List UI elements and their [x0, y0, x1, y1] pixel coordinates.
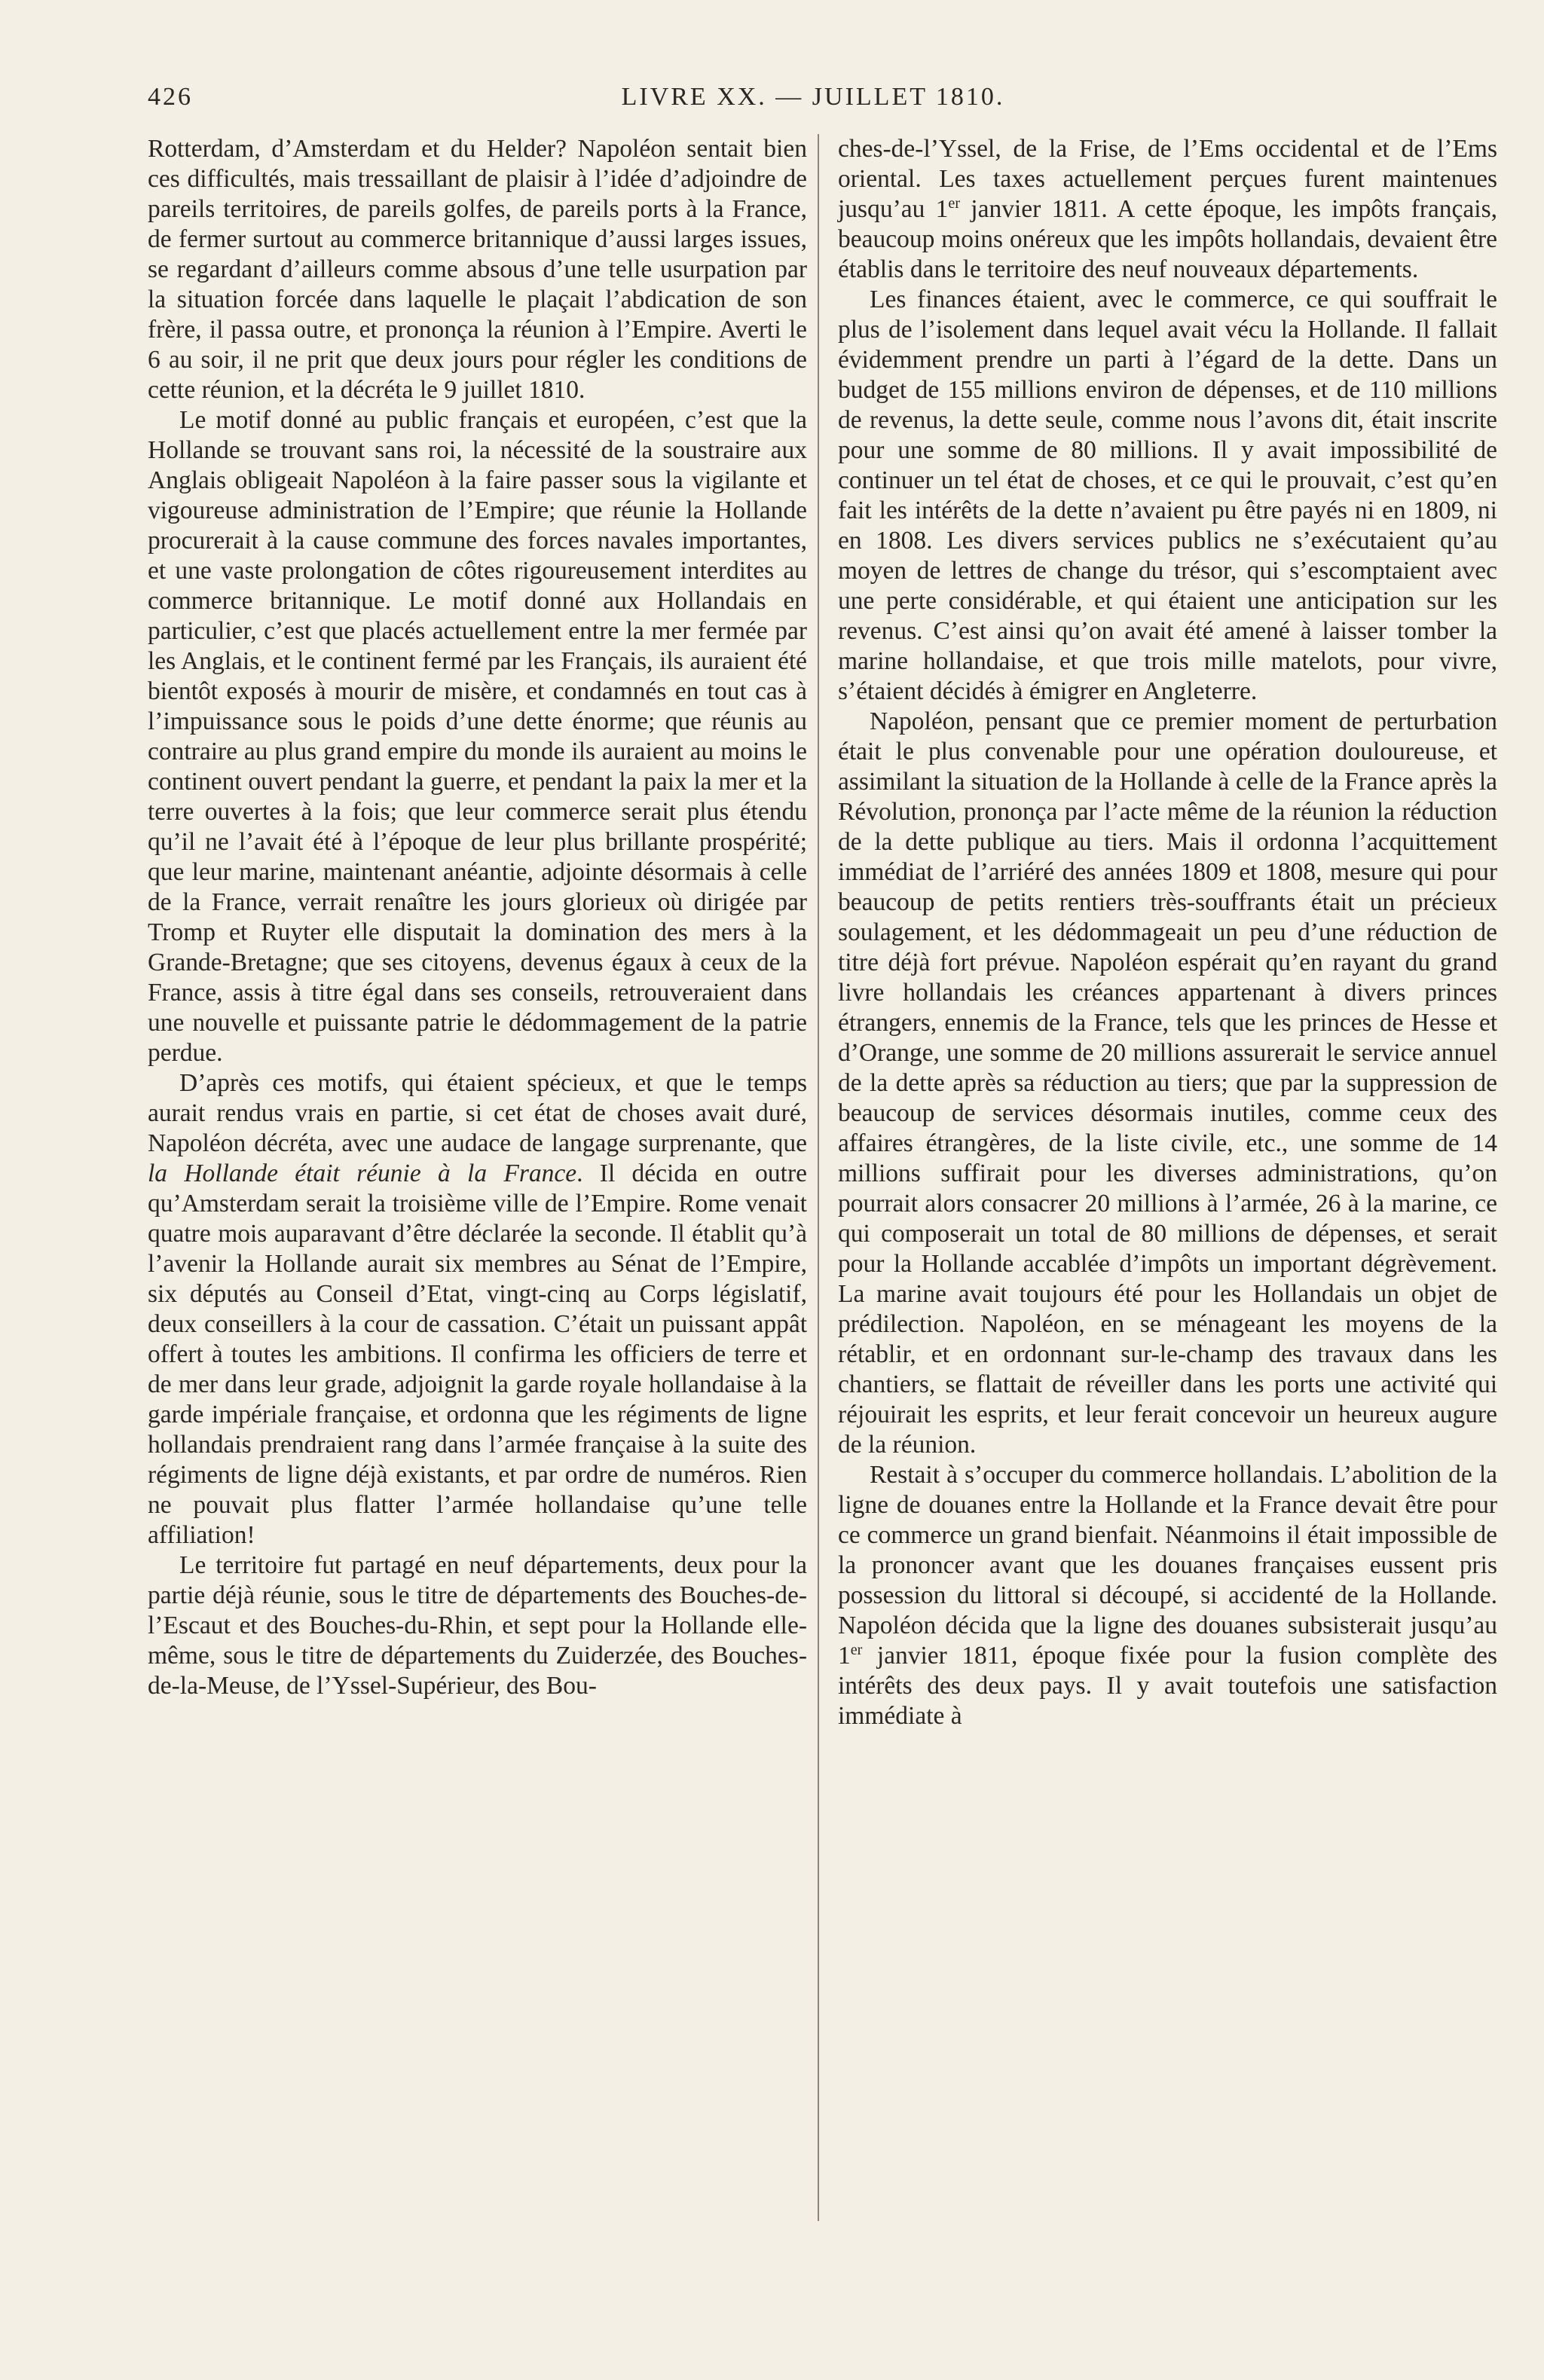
paragraph-text: janvier 1811. A cette époque, les impôts français, beaucoup moins onéreux que les impôts hollandais, devaient être établis dans le territoire des neuf nouveaux départements.: [838, 195, 1498, 283]
ordinal-superscript: er: [850, 1641, 863, 1658]
column-divider: [818, 134, 819, 2221]
page-number: 426: [148, 83, 193, 111]
paragraph: Napoléon, pensant que ce premier moment de perturbation était le plus convenable pour une opération douloureuse, et assimilant la situation de la Hollande à celle de la France après la Révolution, prononça par l’acte même de la réunion la réduction de la dette publique au tiers. Mais il ordonna l’acquittement immédiat de l’arriéré des années 1809 et 1808, mesure qui pour beaucoup de petits rentiers très-souffrants était un précieux soulagement, et les dédommageait un peu d’une réduction de titre déjà fort prévue. Napoléon espérait qu’en rayant du grand livre hollandais les créances appartenant à divers princes étrangers, ennemis de la France, tels que les princes de Hesse et d’Orange, une somme de 20 millions assurerait le service annuel de la dette après sa réduction au tiers; que par la suppression de beaucoup de services désormais inutiles, comme ceux des affaires étrangères, de la liste civile, etc., une somme de 14 millions suffirait pour les diverses administrations, qu’on pourrait alors consacrer 20 millions à l’armée, 26 à la marine, ce qui composerait un total de 80 millions de dépenses, et serait pour la Hollande accablée d’impôts un important dégrèvement. La marine avait toujours été pour les Hollandais un objet de prédilection. Napoléon, en se ménageant les moyens de la rétablir, et en ordonnant sur-le-champ des travaux dans les chantiers, se flattait de réveiller dans les ports une activité qui réjouirait les esprits, et leur ferait concevoir un heureux augure de la réunion.: [838, 707, 1497, 1459]
paragraph-text: janvier 1811, époque fixée pour la fusion complète des intérêts des deux pays. Il y avait toutefois une satisfaction immédiate à: [838, 1642, 1497, 1730]
paragraph: [148, 1068, 807, 1551]
ordinal-superscript: er: [948, 194, 961, 212]
left-column: [148, 134, 807, 1701]
paragraph: Rotterdam, d’Amsterdam et du Helder? Napoléon sentait bien ces difficultés, mais tressaillant de plaisir à l’idée d’adjoindre de pareils territoires, de pareils golfes, de pareils ports à la France, de fermer surtout au commerce britannique d’aussi larges issues, se regardant d’ailleurs comme absous d’une telle usurpation par la situation forcée dans laquelle le plaçait l’abdication de son frère, il passa outre, et prononça la réunion à l’Empire. Averti le 6 au soir, il ne prit que deux jours pour régler les conditions de cette réunion, et la décréta le 9 juillet 1810.: [148, 135, 807, 404]
paragraph: Le territoire fut partagé en neuf départements, deux pour la partie déjà réunie, sous le titre de départements des Bouches-de-l’Escaut et des Bouches-du-Rhin, et sept pour la Hollande elle-même, sous le titre de départements du Zuiderzée, des Bouches-de-la-Meuse, de l’Yssel-Supérieur, des Bou-: [148, 1551, 807, 1700]
paragraph: Les finances étaient, avec le commerce, ce qui souffrait le plus de l’isolement dans lequel avait vécu la Hollande. Il fallait évidemment prendre un parti à l’égard de la dette. Dans un budget de 155 millions environ de dépenses, et de 110 millions de revenus, la dette seule, comme nous l’avons dit, était inscrite pour une somme de 80 millions. Il y avait impossibilité de continuer un tel état de choses, et ce qui le prouvait, c’est qu’en fait les intérêts de la dette n’avaient pu être payés ni en 1809, ni en 1808. Les divers services publics ne s’exécutaient qu’au moyen de lettres de change du trésor, qui s’escomptaient avec une perte considérable, et qui étaient une anticipation sur les revenus. C’est ainsi qu’on avait été amené à laisser tomber la marine hollandaise, et que trois mille matelots, pour vivre, s’étaient décidés à émigrer en Angleterre.: [838, 286, 1497, 705]
paragraph: [838, 1460, 1497, 1731]
running-title: LIVRE XX. — JUILLET 1810.: [621, 83, 1005, 111]
paragraph-text: Restait à s’occuper du commerce hollandais. L’abolition de la ligne de douanes entre la Hollande et la France devait être pour ce commerce un grand bienfait. Néanmoins il était impossible de la prononcer avant que les douanes françaises eussent pris possession du littoral si découpé, si accidenté de la Hollande. Napoléon décida que la ligne des douanes subsisterait jusqu’au 1: [838, 1461, 1497, 1670]
italic-quote: la Hollande était réunie à la France: [148, 1159, 577, 1187]
page-header: [148, 83, 1478, 128]
paragraph: Le motif donné au public français et européen, c’est que la Hollande se trouvant sans roi, la nécessité de la soustraire aux Anglais obligeait Napoléon à la faire passer sous la vigilante et vigoureuse administration de l’Empire; que réunie la Hollande procurerait à la cause commune des forces navales importantes, et une vaste prolongation de côtes rigoureusement interdites au commerce britannique. Le motif donné aux Hollandais en particulier, c’est que placés actuellement entre la mer fermée par les Anglais, et le continent fermé par les Français, ils auraient été bientôt exposés à mourir de misère, et condamnés en tout cas à l’impuissance sous le poids d’une dette énorme; que réunis au contraire au plus grand empire du monde ils auraient au moins le continent ouvert pendant la guerre, et pendant la paix la mer et la terre ouvertes à la fois; que leur commerce serait plus étendu qu’il ne l’avait été à l’époque de leur plus brillante prospérité; que leur marine, maintenant anéantie, adjointe désormais à celle de la France, verrait renaître les jours glorieux où dirigée par Tromp et Ruyter elle disputait la domination des mers à la Grande-Bretagne; que ses citoyens, devenus égaux à ceux de la France, assis à titre égal dans ses conseils, retrouveraient dans une nouvelle et puissante patrie le dédommagement de la patrie perdue.: [148, 406, 807, 1067]
right-column: [838, 134, 1497, 1731]
paragraph: [838, 134, 1497, 285]
paragraph-text: D’après ces motifs, qui étaient spécieux, et que le temps aurait rendus vrais en partie, si cet état de choses avait duré, Napoléon décréta, avec une audace de langage surprenante, que: [148, 1069, 807, 1157]
paragraph-text: . Il décida en outre qu’Amsterdam serait la troisième ville de l’Empire. Rome venait quatre mois auparavant d’être déclarée la seconde. Il établit qu’à l’avenir la Hollande aurait six membres au Sénat de l’Empire, six députés au Conseil d’Etat, vingt-cinq au Corps législatif, deux conseillers à la cour de cassation. C’était un puissant appât offert à toutes les ambitions. Il confirma les officiers de terre et de mer dans leur grade, adjoignit la garde royale hollandaise à la garde impériale française, et ordonna que les régiments de ligne hollandais prendraient rang dans l’armée française à la suite des régiments de ligne déjà existants, et par ordre de numéros. Rien ne pouvait plus flatter l’armée hollandaise qu’une telle affiliation!: [148, 1159, 807, 1549]
paragraph-text: ches-de-l’Yssel, de la Frise, de l’Ems occidental et de l’Ems oriental. Les taxes actuellement perçues furent maintenues jusqu’au 1: [838, 135, 1497, 223]
